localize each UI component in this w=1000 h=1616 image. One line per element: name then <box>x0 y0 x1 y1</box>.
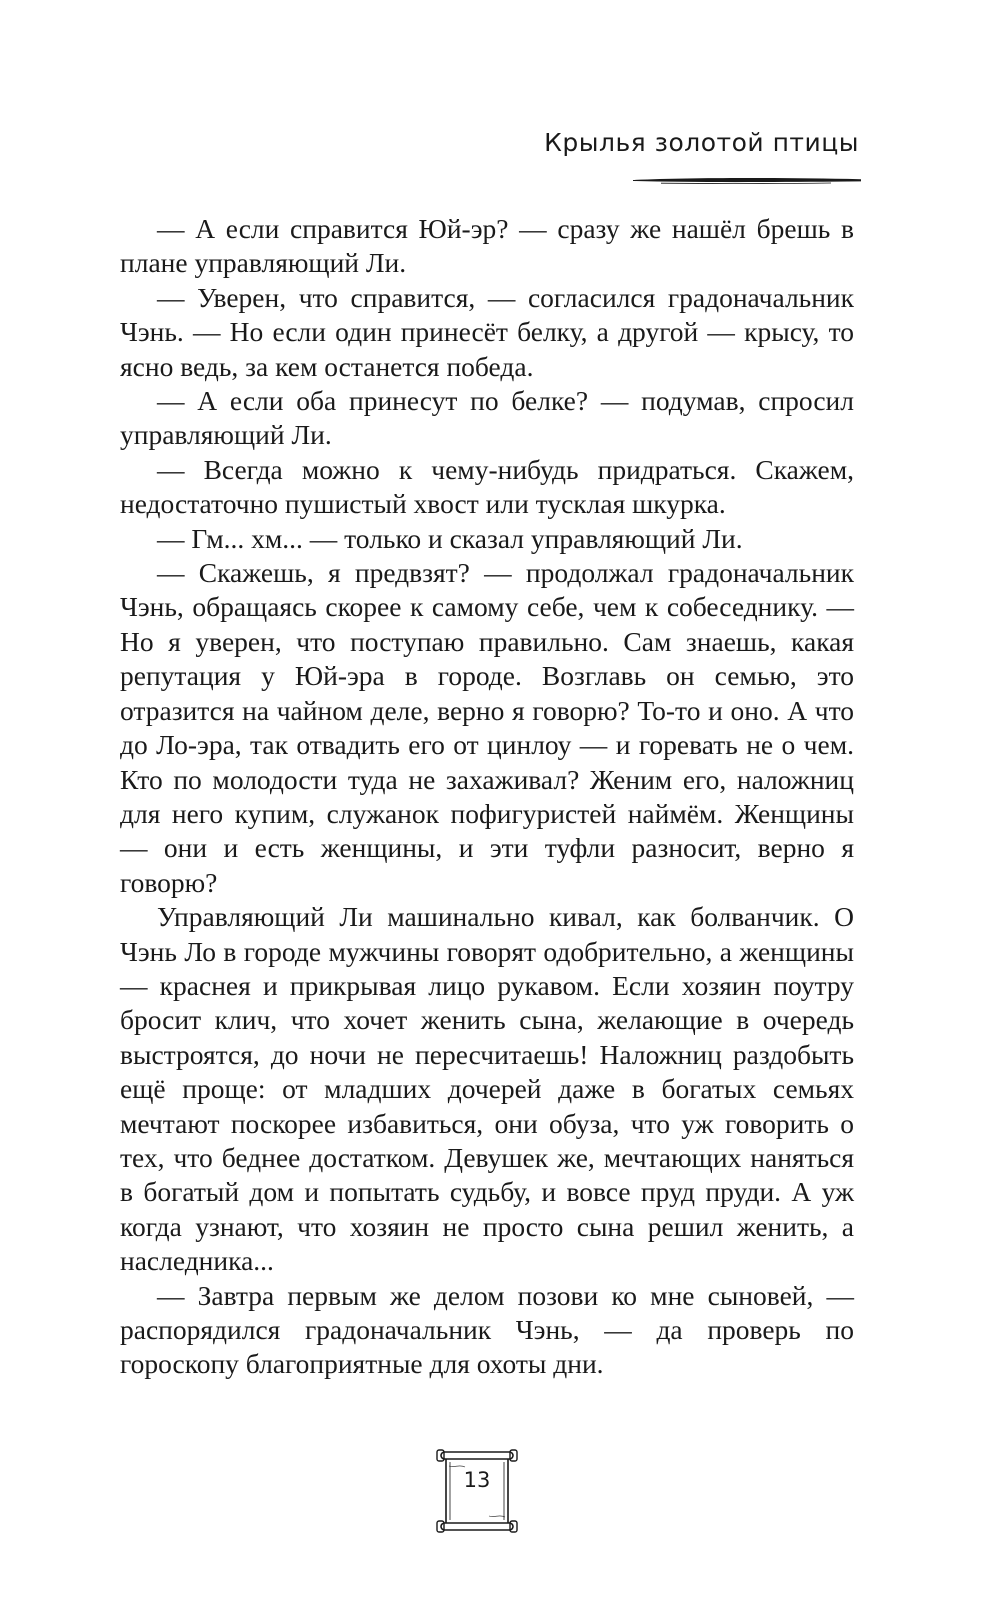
body-text <box>120 212 854 1382</box>
paragraph: — Скажешь, я предвзят? — продолжал градоначальник Чэнь, обращаясь скорее к самому себе, чем к собеседнику. — Но я уверен, что поступаю правильно. Сам знаешь, какая репутация у Юй-эра в городе. Возглавь он семью, это отразится на чайном деле, верно я говорю? То-то и оно. А что до Ло-эра, так отвадить его от цинлоу — и горевать не о чем. Кто по молодости туда не захаживал? Женим его, наложниц для него купим, служанок пофигуристей наймём. Женщины — они и есть женщины, и эти туфли разносит, верно я говорю? <box>120 557 854 898</box>
paragraph: — Всегда можно к чему-нибудь придраться. Скажем, недостаточно пушистый хвост или тусклая шкурка. <box>120 453 854 520</box>
page-number: 13 <box>463 1468 491 1492</box>
paragraph: — Завтра первым же делом позови ко мне сыновей, — распорядился градоначальник Чэнь, — да проверь по гороскопу благоприятные для охоты дни. <box>120 1279 854 1380</box>
paragraph: — Уверен, что справится, — согласился градоначальник Чэнь. — Но если один принесёт белку, а другой — крысу, то ясно ведь, за кем останется победа. <box>120 281 854 382</box>
paragraph: — А если справится Юй-эр? — сразу же нашёл брешь в плане управляющий Ли. <box>120 213 854 279</box>
page-footer <box>435 1446 519 1536</box>
paragraph: — Гм... хм... — только и сказал управляющий Ли. <box>157 522 743 554</box>
header-rule-icon <box>631 175 863 185</box>
running-header <box>544 128 859 157</box>
book-title: Крылья золотой птицы <box>544 128 859 157</box>
paragraph: Управляющий Ли машинально кивал, как болванчик. О Чэнь Ло в городе мужчины говорят одобрительно, а женщины — краснея и прикрывая лицо рукавом. Если хозяин поутру бросит клич, что хочет женить сына, желающие в очередь выстроятся, до ночи не пересчитаешь! Наложниц раздобыть ещё проще: от младших дочерей даже в богатых семьях мечтают поскорее избавиться, они обуза, что уж говорить о тех, что беднее достатком. Девушек же, мечтающих наняться в богатый дом и попытать судьбу, и вовсе пруд пруди. А уж когда узнают, что хозяин не просто сына решил женить, а наследника... <box>120 901 854 1277</box>
paragraph: — А если оба принесут по белке? — подумав, спросил управляющий Ли. <box>120 385 854 451</box>
